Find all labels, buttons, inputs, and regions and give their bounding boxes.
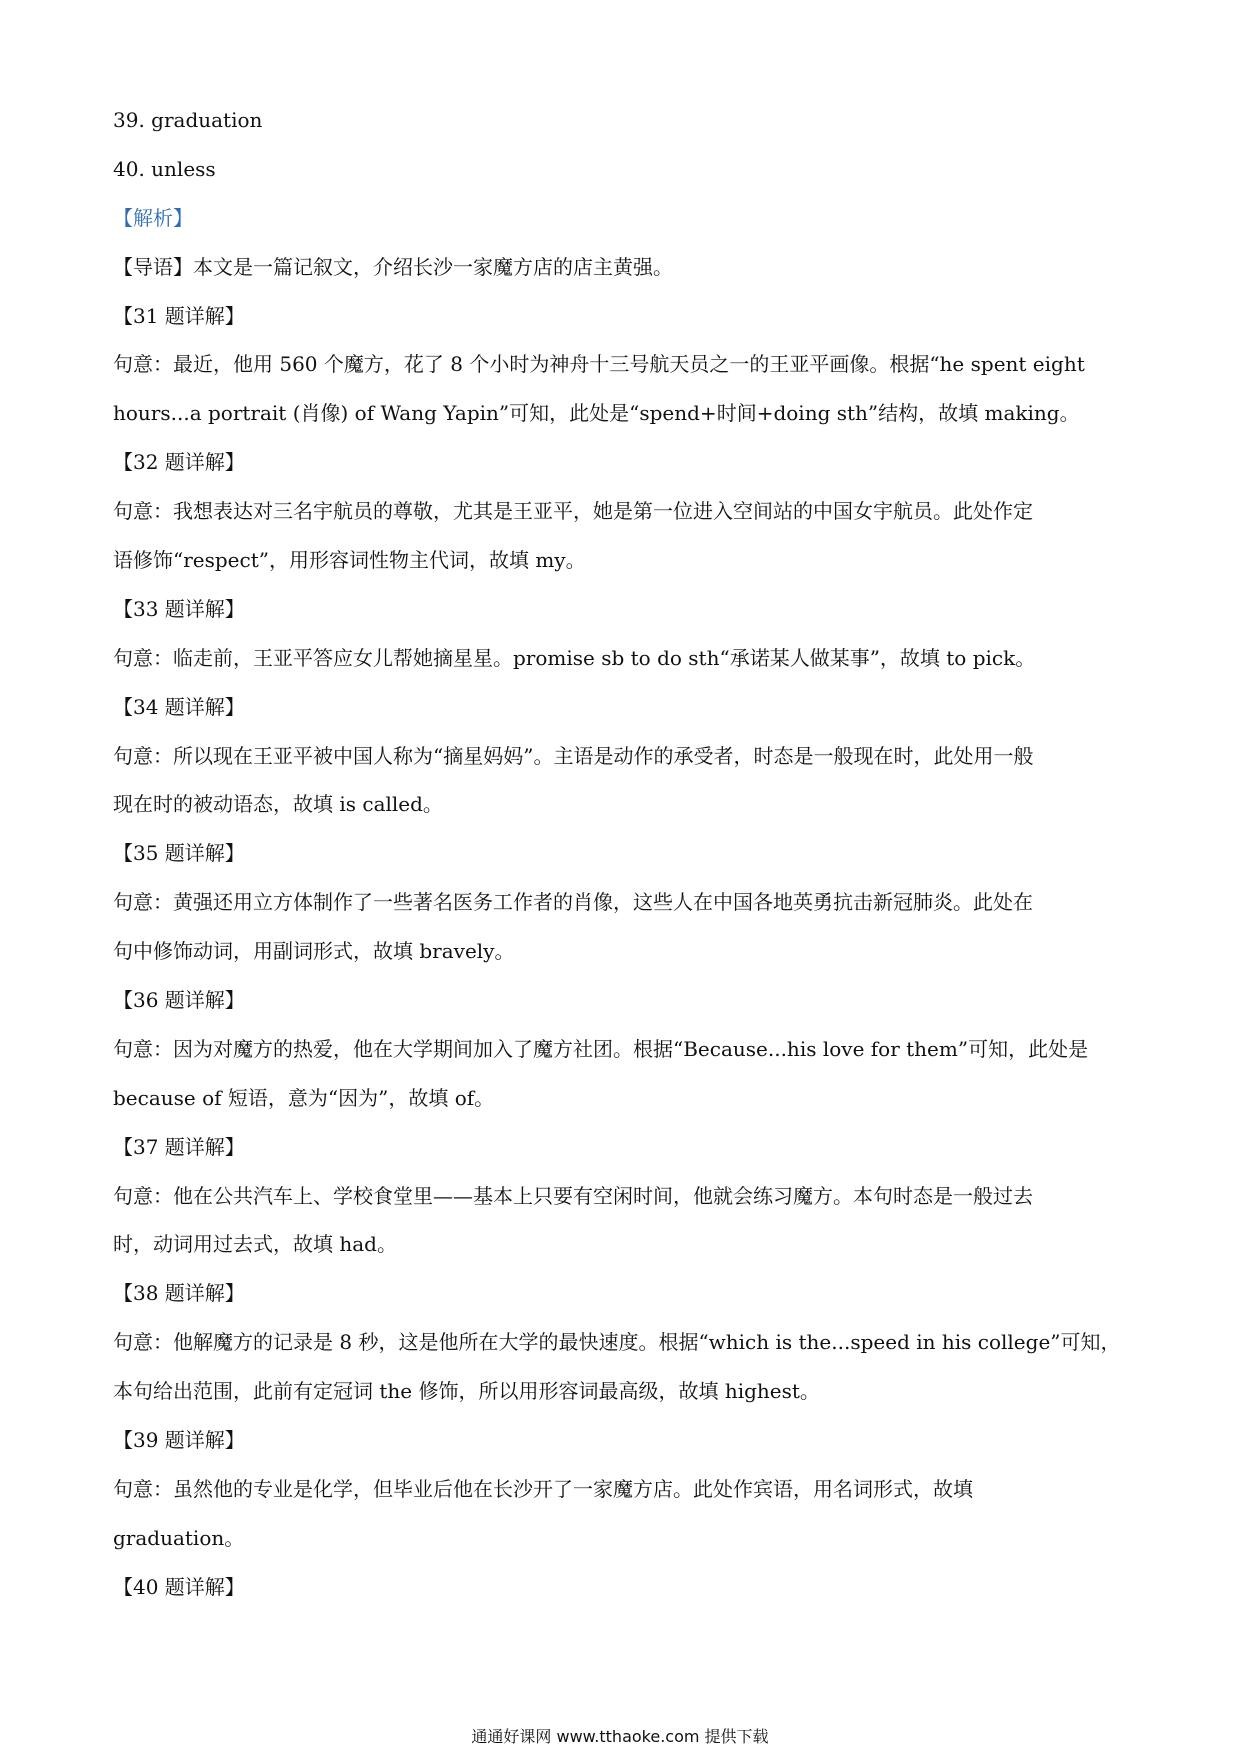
q38-line2: 本句给出范围，此前有定冠词 the 修饰，所以用形容词最高级，故填 highest。 [113,1379,820,1404]
q39-line1: 句意：虽然他的专业是化学，但毕业后他在长沙开了一家魔方店。此处作宾语，用名词形式，故填 [113,1476,973,1501]
q31-line1: 句意：最近，他用 560 个魔方，花了 8 个小时为神舟十三号航天员之一的王亚平画像。根据“he spent eight [113,352,1085,377]
q37-line2: 时，动词用过去式，故填 had。 [113,1232,397,1257]
q36-line2: because of 短语，意为“因为”，故填 of。 [113,1085,495,1110]
q31-heading: 【31 题详解】 [113,303,245,328]
q32-line1: 句意：我想表达对三名宇航员的尊敬，尤其是王亚平，她是第一位进入空间站的中国女宇航员。此处作定 [113,499,1033,524]
q35-line1: 句意：黄强还用立方体制作了一些著名医务工作者的肖像，这些人在中国各地英勇抗击新冠肺炎。此处在 [113,890,1033,915]
answer-39: 39. graduation [113,108,263,132]
q36-line1: 句意：因为对魔方的热爱，他在大学期间加入了魔方社团。根据“Because...his love for them”可知，此处是 [113,1036,1089,1061]
q35-line2: 句中修饰动词，用副词形式，故填 bravely。 [113,939,515,964]
q34-heading: 【34 题详解】 [113,694,245,719]
q37-line1: 句意：他在公共汽车上、学校食堂里——基本上只要有空闲时间，他就会练习魔方。本句时态是一般过去 [113,1183,1033,1208]
q32-line2: 语修饰“respect”，用形容词性物主代词，故填 my。 [113,548,586,573]
analysis-label: 【解析】 [113,205,193,230]
q40-heading: 【40 题详解】 [113,1574,245,1599]
q38-line1: 句意：他解魔方的记录是 8 秒，这是他所在大学的最快速度。根据“which is the...speed in his college”可知， [113,1330,1121,1355]
q37-heading: 【37 题详解】 [113,1134,245,1159]
footer-source-link[interactable]: 通通好课网 www.tthaoke.com 提供下载 [471,1727,769,1746]
q34-line1: 句意：所以现在王亚平被中国人称为“摘星妈妈”。主语是动作的承受者，时态是一般现在时，此处用一般 [113,743,1034,768]
q32-heading: 【32 题详解】 [113,450,245,475]
q33-heading: 【33 题详解】 [113,596,245,621]
q33-line1: 句意：临走前，王亚平答应女儿帮她摘星星。promise sb to do sth“承诺某人做某事”，故填 to pick。 [113,645,1036,670]
analysis-intro: 【导语】本文是一篇记叙文，介绍长沙一家魔方店的店主黄强。 [113,254,673,279]
q31-line2: hours...a portrait (肖像) of Wang Yapin”可知，此处是“spend+时间+doing sth”结构，故填 making。 [113,401,1080,426]
answer-40: 40. unless [113,156,216,181]
q35-heading: 【35 题详解】 [113,841,245,866]
q39-heading: 【39 题详解】 [113,1428,245,1453]
q38-heading: 【38 题详解】 [113,1281,245,1306]
document-body [113,96,1123,1612]
q34-line2: 现在时的被动语态，故填 is called。 [113,792,443,817]
q39-line2: graduation。 [113,1525,245,1550]
q36-heading: 【36 题详解】 [113,988,245,1013]
